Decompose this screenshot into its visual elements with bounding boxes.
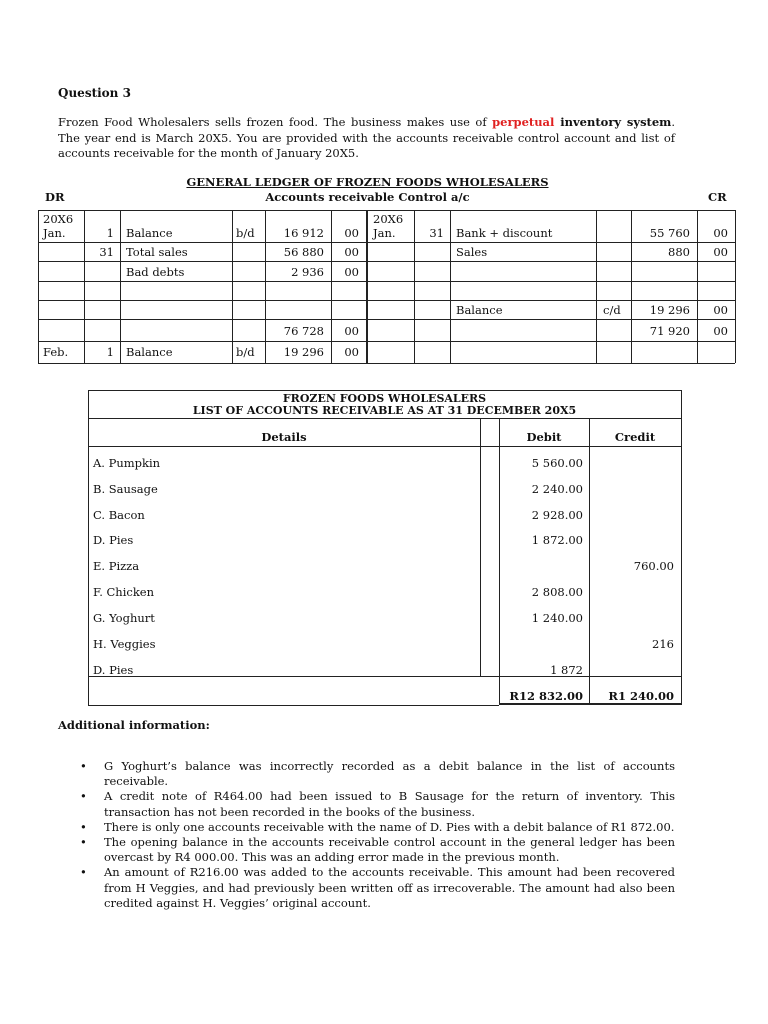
debit-row-2-cents: 00	[344, 245, 359, 259]
list-row-4-debit: 1 872.00	[531, 533, 583, 547]
credit-month: Jan.	[373, 226, 396, 240]
credit-total-cents: 00	[713, 324, 728, 338]
debit-next-fol: b/d	[236, 345, 255, 359]
debit-next-amount: 19 296	[283, 345, 324, 359]
list-row-6-debit: 2 808.00	[531, 585, 583, 599]
debit-next-cents: 00	[344, 345, 359, 359]
list-row-1-debit: 5 560.00	[531, 456, 583, 470]
receivables-list-table	[88, 390, 681, 705]
debit-year: 20X6	[43, 212, 74, 226]
debit-row-2-details: Total sales	[126, 245, 188, 259]
debit-row-1-amount: 16 912	[283, 226, 324, 240]
list-row-3-debit: 2 928.00	[531, 508, 583, 522]
list-total-debit: R12 832.00	[509, 689, 583, 703]
additional-info-item-3: • There is only one accounts receivable with the name of D. Pies with a debit balance of R1 872.00.	[80, 820, 675, 835]
additional-info-item-4: • The opening balance in the accounts receivable control account in the general ledger has been overcast by R4 000.00. This was an adding error made in the previous month.	[80, 835, 675, 865]
list-header-details: Details	[261, 430, 307, 444]
credit-total-amount: 71 920	[649, 324, 690, 338]
question-title: Question 3	[58, 86, 131, 100]
debit-row-3-cents: 00	[344, 265, 359, 279]
intro-highlight: perpetual	[492, 115, 555, 129]
intro-text-1: Frozen Food Wholesalers sells frozen food. The business makes use of	[58, 115, 493, 129]
intro-bold: inventory system	[554, 115, 672, 129]
credit-year: 20X6	[373, 212, 404, 226]
list-row-9-name: D. Pies	[93, 663, 134, 677]
debit-next-day: 1	[106, 345, 114, 359]
list-row-8-credit: 216	[652, 637, 674, 651]
additional-info-list	[80, 759, 675, 911]
debit-row-3-amount: 2 936	[291, 265, 324, 279]
debit-row-2-day: 31	[99, 245, 114, 259]
debit-row-1-fol: b/d	[236, 226, 255, 240]
additional-info-item-1: • G Yoghurt’s balance was incorrectly recorded as a debit balance in the list of accounts receivable.	[80, 759, 675, 789]
credit-row-1-amount: 55 760	[649, 226, 690, 240]
credit-balance-details: Balance	[456, 303, 503, 317]
credit-row-2-amount: 880	[668, 245, 690, 259]
debit-row-1-cents: 00	[344, 226, 359, 240]
credit-row-1-details: Bank + discount	[456, 226, 553, 240]
ledger-cr-label: CR	[708, 190, 727, 204]
credit-row-1-day: 31	[429, 226, 444, 240]
list-title-1: FROZEN FOODS WHOLESALERS	[282, 392, 487, 405]
ledger-dr-label: DR	[45, 190, 65, 204]
list-row-1-name: A. Pumpkin	[93, 456, 161, 470]
debit-total-amount: 76 728	[283, 324, 324, 338]
credit-row-1-cents: 00	[713, 226, 728, 240]
list-row-5-credit: 760.00	[633, 559, 674, 573]
list-row-7-name: G. Yoghurt	[93, 611, 155, 625]
ledger-table	[38, 210, 735, 363]
list-row-4-name: D. Pies	[93, 533, 134, 547]
credit-balance-cents: 00	[713, 303, 728, 317]
debit-row-2-amount: 56 880	[283, 245, 324, 259]
list-row-2-name: B. Sausage	[93, 482, 158, 496]
list-header-debit: Debit	[526, 430, 562, 444]
ledger-account-name: Accounts receivable Control a/c	[265, 190, 470, 204]
debit-row-1-day: 1	[106, 226, 114, 240]
list-row-9-debit: 1 872	[550, 663, 583, 677]
credit-row-2-cents: 00	[713, 245, 728, 259]
debit-total-cents: 00	[344, 324, 359, 338]
list-title-2: LIST OF ACCOUNTS RECEIVABLE AS AT 31 DECEMBER 20X5	[192, 404, 577, 417]
credit-balance-amount: 19 296	[649, 303, 690, 317]
list-row-8-name: H. Veggies	[93, 637, 156, 651]
debit-next-month: Feb.	[43, 345, 69, 359]
debit-row-1-details: Balance	[126, 226, 173, 240]
intro-paragraph	[58, 115, 675, 162]
additional-info-heading: Additional information:	[58, 718, 210, 732]
list-row-6-name: F. Chicken	[93, 585, 155, 599]
list-row-5-name: E. Pizza	[93, 559, 140, 573]
ledger-title: GENERAL LEDGER OF FROZEN FOODS WHOLESALERS	[186, 175, 549, 189]
list-total-credit: R1 240.00	[608, 689, 674, 703]
credit-row-2-details: Sales	[456, 245, 488, 259]
list-header-credit: Credit	[614, 430, 656, 444]
additional-info-item-5: • An amount of R216.00 was added to the accounts receivable. This amount had been recovered from H Veggies, and had previously been written off as irrecoverable. The amount had also been credited against H. Veggies’ original account.	[80, 865, 675, 911]
debit-next-details: Balance	[126, 345, 173, 359]
additional-info-item-2: • A credit note of R464.00 had been issued to B Sausage for the return of inventory. This transaction has not been recorded in the books of the business.	[80, 789, 675, 819]
debit-month: Jan.	[43, 226, 66, 240]
list-row-3-name: C. Bacon	[93, 508, 145, 522]
list-row-2-debit: 2 240.00	[531, 482, 583, 496]
intro-text-2: . The year end is March 20X5. You are provided with the accounts receivable control account and list of accounts receivable for the month of January 20X5.	[58, 115, 675, 160]
debit-row-3-details: Bad debts	[126, 265, 185, 279]
credit-balance-fol: c/d	[603, 303, 621, 317]
list-row-7-debit: 1 240.00	[531, 611, 583, 625]
